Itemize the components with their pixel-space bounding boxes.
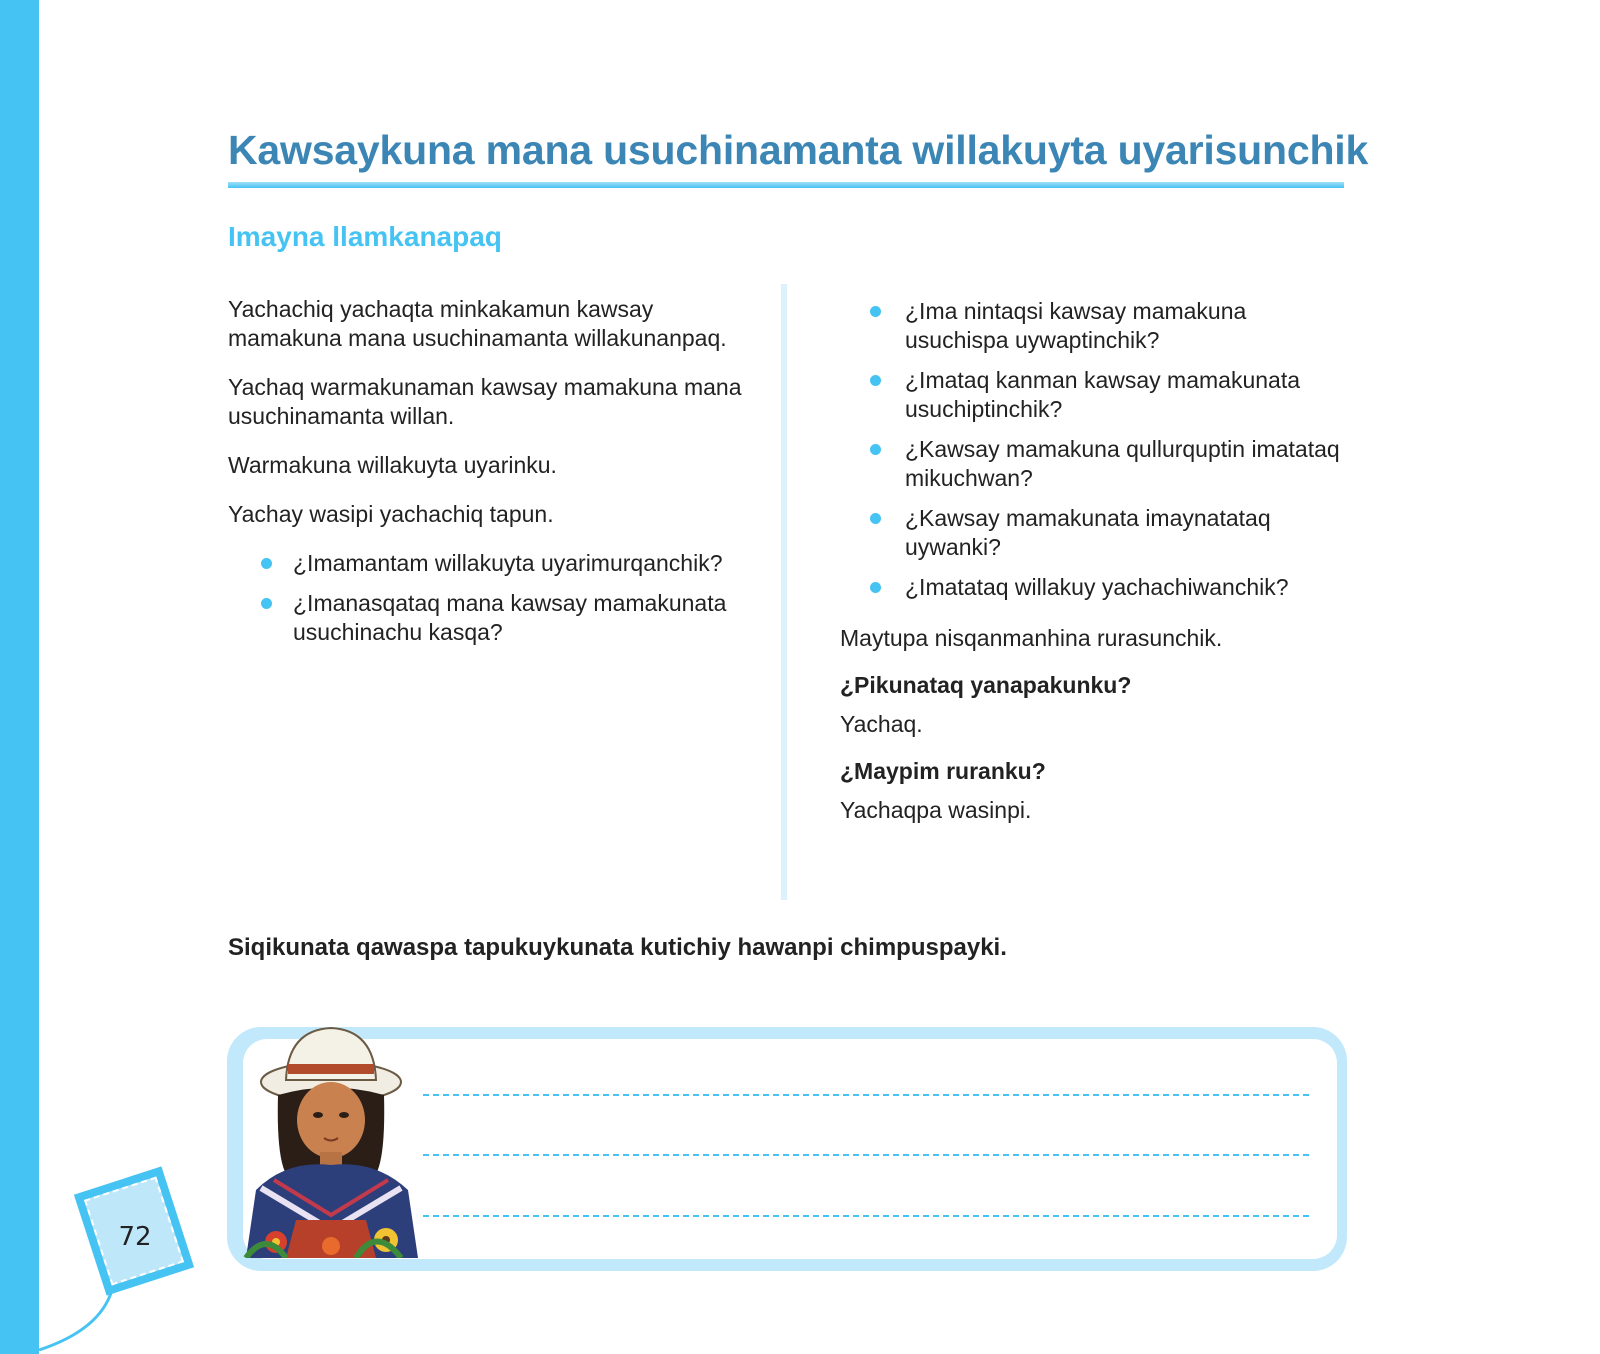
question-list — [905, 297, 1340, 602]
paragraph: Yachaq warmakunaman kawsay mamakuna mana usuchinamanta willan. — [228, 374, 742, 429]
answer-line-3[interactable] — [423, 1215, 1309, 1217]
question-who: ¿Pikunataq yanapakunku? — [840, 672, 1132, 698]
answer-line-2[interactable] — [423, 1154, 1309, 1156]
question-where: ¿Maypim ruranku? — [840, 758, 1046, 784]
paragraph: Warmakuna willakuyta uyarinku. — [228, 452, 557, 478]
left-column — [228, 295, 748, 658]
page-title: Kawsaykuna mana usuchinamanta willakuyta uyarisunchik — [228, 127, 1369, 173]
answer-who: Yachaq. — [840, 711, 923, 737]
list-item: ¿Imataq kanman kawsay mamakunata usuchiptinchik? — [905, 366, 1340, 424]
paragraph: Yachachiq yachaqta minkakamun kawsay mamakuna mana usuchinamanta willakunanpaq. — [228, 296, 727, 351]
paragraph: Yachay wasipi yachachiq tapun. — [228, 501, 554, 527]
list-item: ¿Kawsay mamakuna qullurquptin imatataq mikuchwan? — [905, 436, 1340, 491]
kite-string — [0, 0, 200, 1354]
list-item: ¿Imatataq willakuy yachachiwanchik? — [905, 573, 1340, 602]
closing-text: Maytupa nisqanmanhina rurasunchik. — [840, 625, 1223, 651]
list-item: ¿Imanasqataq mana kawsay mamakunata usuchinachu kasqa? — [293, 589, 748, 647]
list-item: ¿Ima nintaqsi kawsay mamakuna usuchispa uywaptinchik? — [905, 297, 1340, 355]
answer-line-1[interactable] — [423, 1094, 1309, 1096]
instruction-text: Siqikunata qawaspa tapukuykunata kutichiy hawanpi chimpuspayki. — [228, 934, 1007, 961]
title-underline — [228, 182, 1344, 188]
right-column — [840, 297, 1340, 825]
list-item: ¿Kawsay mamakunata imaynatataq uywanki? — [905, 504, 1340, 562]
page-number: 72 — [118, 1222, 152, 1252]
list-item: ¿Imamantam willakuyta uyarimurqanchik? — [293, 549, 748, 578]
question-list — [293, 549, 748, 647]
girl-illustration — [236, 1020, 426, 1258]
answer-where: Yachaqpa wasinpi. — [840, 797, 1032, 823]
column-divider — [781, 284, 787, 900]
section-subtitle: Imayna llamkanapaq — [228, 221, 502, 252]
